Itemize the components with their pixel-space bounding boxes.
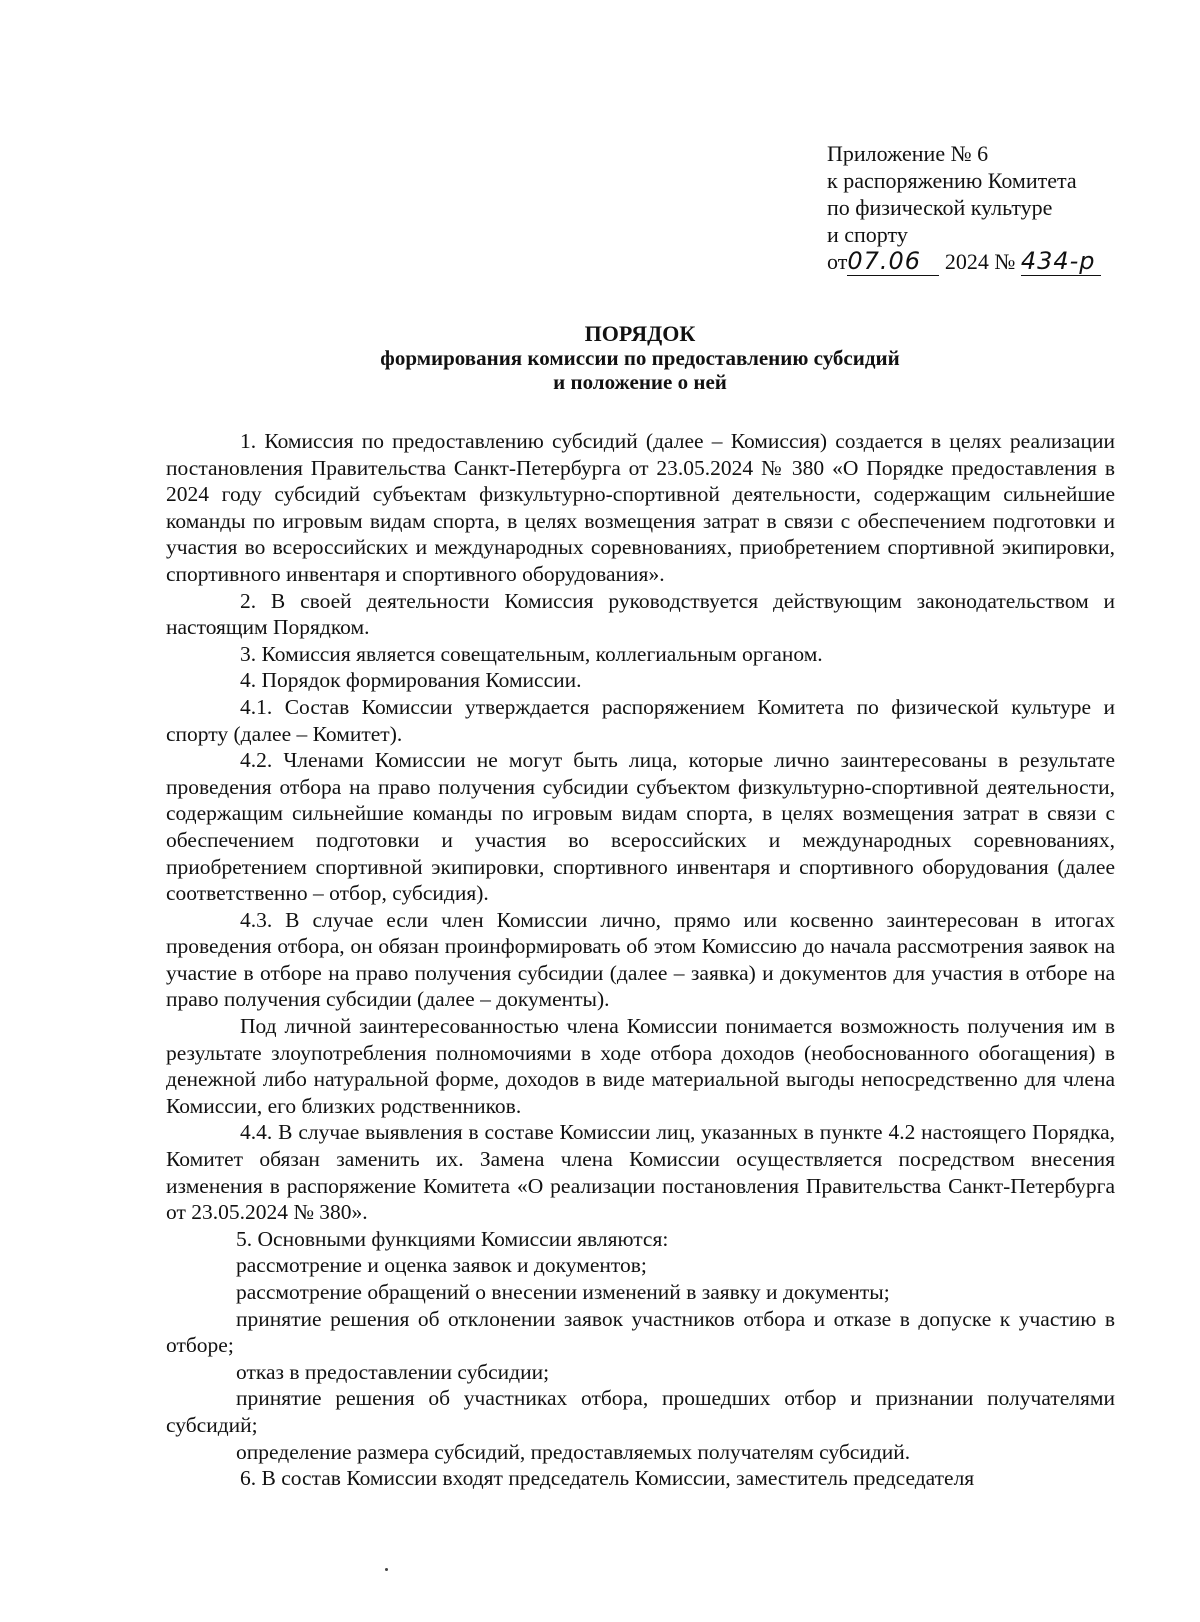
paragraph-4-4: 4.4. В случае выявления в составе Комиссии лиц, указанных в пункте 4.2 настоящего Порядка, Комитет обязан заменить их. Замена члена Комиссии осуществляется посредством внесения изменения в распоряжение Комитета «О реализации постановления Правительства Санкт-Петербурга от 23.05.2024 № 380».	[166, 1120, 1115, 1225]
title-subtitle: формирования комиссии по предоставлению субсидий	[380, 346, 900, 370]
paragraph-3: 3. Комиссия является совещательным, коллегиальным органом.	[240, 641, 823, 666]
document-title	[170, 322, 1110, 394]
paragraph-5: 5. Основными функциями Комиссии являются:	[236, 1226, 669, 1251]
paragraph-1: 1. Комиссия по предоставлению субсидий (далее – Комиссия) создается в целях реализации постановления Правительства Санкт-Петербурга от 23.05.2024 № 380 «О Порядке предоставления в 2024 году субсидий субъектам физкультурно-спортивной деятельности, содержащим сильнейшие команды по игровым видам спорта, в целях возмещения затрат в связи с обеспечением подготовки и участия во всероссийских и международных соревнованиях, приобретением спортивной экипировки, спортивного инвентаря и спортивного оборудования».	[166, 429, 1115, 586]
appendix-committee: по физической культуре	[827, 195, 1053, 220]
handwritten-number: 434-р	[1020, 247, 1096, 275]
title-main: ПОРЯДОК	[584, 321, 696, 346]
function-item: определение размера субсидий, предоставляемых получателям субсидий.	[236, 1439, 911, 1464]
number-blank	[1021, 248, 1101, 276]
paragraph-2: 2. В своей деятельности Комиссия руководствуется действующим законодательством и настоящим Порядком.	[166, 588, 1115, 640]
year-prefix: 2024 №	[944, 249, 1016, 274]
appendix-reference: к распоряжению Комитета	[827, 168, 1077, 193]
appendix-number: Приложение № 6	[827, 141, 989, 166]
paragraph-4-1: 4.1. Состав Комиссии утверждается распоряжением Комитета по физической культуре и спорту (далее – Комитет).	[166, 694, 1115, 746]
date-blank	[847, 248, 939, 276]
function-item: принятие решения об отклонении заявок участников отбора и отказе в допуске к участию в отборе;	[166, 1306, 1115, 1358]
function-item: отказ в предоставлении субсидии;	[236, 1359, 550, 1384]
appendix-header	[827, 140, 1167, 276]
handwritten-date: 07.06	[847, 247, 922, 275]
order-date-line	[827, 248, 1167, 276]
paragraph-4-2: 4.2. Членами Комиссии не могут быть лица, которые лично заинтересованы в результате проведения отбора на право получения субсидии субъектом физкультурно-спортивной деятельности, содержащим сильнейшие команды по игровым видам спорта, в целях возмещения затрат в связи с обеспечением подготовки и участия во всероссийских и международных соревнованиях, приобретением спортивной экипировки, спортивного инвентаря и спортивного оборудования (далее соответственно – отбор, субсидия).	[166, 748, 1115, 906]
paragraph-personal-interest: Под личной заинтересованностью члена Комиссии понимается возможность получения им в результате злоупотребления полномочиями в ходе отбора доходов (необоснованного обогащения) в денежной либо натуральной форме, доходов в виде материальной выгоды непосредственно для члена Комиссии, его близких родственников.	[166, 1014, 1115, 1118]
date-prefix: от	[827, 249, 848, 274]
function-item: принятие решения об участниках отбора, прошедших отбор и признании получателями субсидий;	[166, 1386, 1115, 1437]
title-subtitle-cont: и положение о ней	[553, 370, 727, 394]
scan-speck	[385, 1568, 388, 1571]
document-body	[166, 428, 1115, 1492]
appendix-committee-cont: и спорту	[827, 222, 908, 247]
paragraph-4: 4. Порядок формирования Комиссии.	[240, 668, 582, 693]
paragraph-4-3: 4.3. В случае если член Комиссии лично, прямо или косвенно заинтересован в итогах проведения отбора, он обязан проинформировать об этом Комиссию до начала рассмотрения заявок на участие в отборе на право получения субсидии (далее – заявка) и документов для участия в отборе на право получения субсидии (далее – документы).	[166, 907, 1115, 1012]
paragraph-6: 6. В состав Комиссии входят председатель Комиссии, заместитель председателя	[240, 1466, 975, 1491]
function-item: рассмотрение и оценка заявок и документов;	[236, 1253, 647, 1278]
function-item: рассмотрение обращений о внесении изменений в заявку и документы;	[236, 1280, 890, 1304]
